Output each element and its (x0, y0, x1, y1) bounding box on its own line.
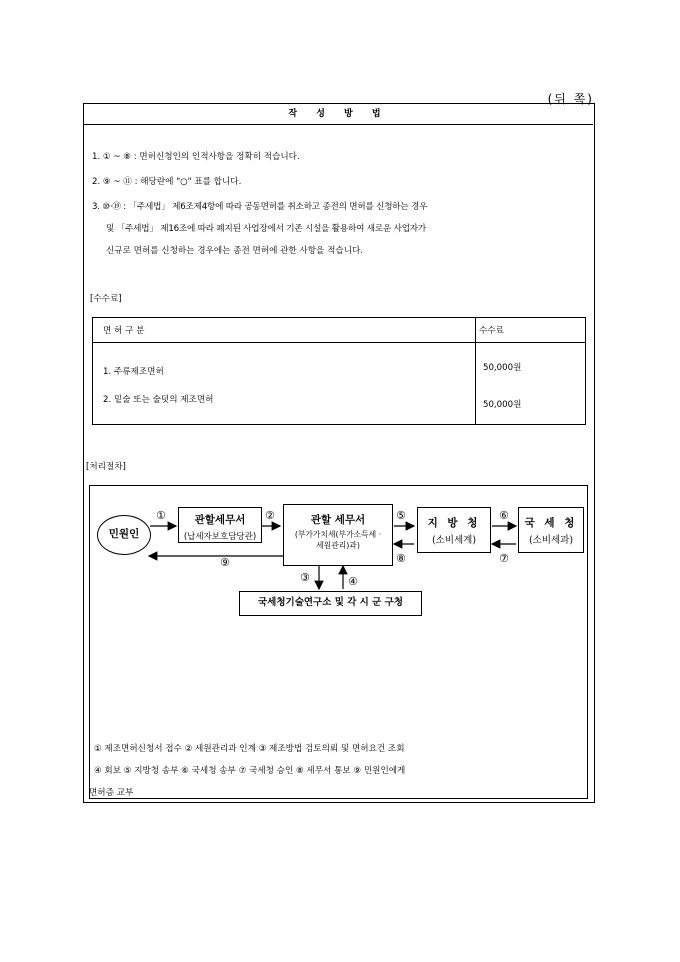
process-diagram (89, 485, 588, 799)
step-3-label: ③ (300, 571, 310, 584)
instruction-3: 3. ⑩·⑲ : 「주세법」 제6조제4항에 따라 공동면허를 취소하고 종전의 면허를 신청하는 경우 (92, 202, 428, 212)
tax-office-management-title: 관할 세무서 (310, 514, 366, 526)
page-label: (뒤 쪽) (547, 92, 594, 106)
step-1-label: ① (156, 509, 166, 522)
regional-office-title: 지 방 청 (427, 517, 481, 529)
fee-table-divider (475, 318, 476, 424)
header-fee: 수수료 (479, 326, 504, 336)
section-title: 작 성 방 법 (84, 104, 593, 125)
national-tax-service-title: 국 세 청 (524, 517, 578, 529)
instruction-1: 1. ① ~ ⑧ : 면허신청인의 인적사항을 정확히 적습니다. (92, 152, 300, 162)
research-lab-node (239, 591, 422, 616)
instruction-3-cont-1: 및 「주세법」 제16조에 따라 폐지된 사업장에서 기존 시설을 활용하여 새로운 사업자가 (106, 224, 426, 234)
fee-row-amount: 50,000원 (483, 400, 522, 410)
step-7-label: ⑦ (499, 552, 509, 565)
step-2-label: ② (265, 509, 275, 522)
regional-office-sub: (소비세계) (431, 535, 477, 546)
fee-row-type: 1. 주류제조면허 (103, 367, 164, 377)
research-lab-label: 국세청기술연구소 및 각 시 군 구청 (257, 597, 403, 608)
legend-line-3: 면허증 교부 (89, 788, 134, 798)
national-tax-service (518, 507, 584, 553)
step-8-label: ⑧ (396, 552, 406, 565)
step-9-label: ⑨ (220, 556, 230, 569)
legend-line-1: ① 제조면허신청서 접수 ② 세원관리과 인계 ③ 제조방법 검토의뢰 및 면허요건 조회 (94, 744, 405, 754)
tax-office-reception (178, 507, 262, 543)
tax-office-management-sub-2: 세원관리)과) (316, 541, 360, 550)
tax-office-management-sub-1: (부가가치세(부가소득세 · (294, 530, 382, 539)
national-tax-service-sub: (소비세과) (528, 535, 574, 546)
process-section-label: [처리절차] (86, 462, 126, 472)
tax-office-management (283, 504, 393, 566)
fee-row-amount: 50,000원 (483, 363, 522, 373)
tax-office-reception-title: 관할세무서 (194, 514, 246, 526)
instruction-2: 2. ⑨ ~ ⑪ : 해당란에 "○" 표를 합니다. (92, 177, 242, 187)
fee-table-header (93, 318, 585, 343)
step-6-label: ⑥ (499, 509, 509, 522)
applicant-label: 민원인 (108, 528, 140, 540)
fee-table (92, 317, 586, 425)
fee-row-type: 2. 밑술 또는 술덧의 제조면허 (103, 395, 214, 405)
regional-office (417, 507, 491, 553)
fee-section-label: [수수료] (90, 294, 122, 304)
document-frame (83, 103, 595, 803)
applicant-node (97, 515, 151, 555)
tax-office-reception-sub: (납세자보호담당관) (183, 532, 257, 542)
legend-line-2: ④ 회보 ⑤ 지방청 송부 ⑥ 국세청 송부 ⑦ 국세청 승인 ⑧ 세무서 통보 ⑨ 민원인에게 (94, 766, 406, 776)
step-5-label: ⑤ (396, 509, 406, 522)
step-4-label: ④ (348, 575, 358, 588)
header-license-type: 면 허 구 분 (103, 326, 145, 336)
instruction-3-cont-2: 신규로 면허를 신청하는 경우에는 종전 면허에 관한 사항을 적습니다. (106, 246, 364, 256)
